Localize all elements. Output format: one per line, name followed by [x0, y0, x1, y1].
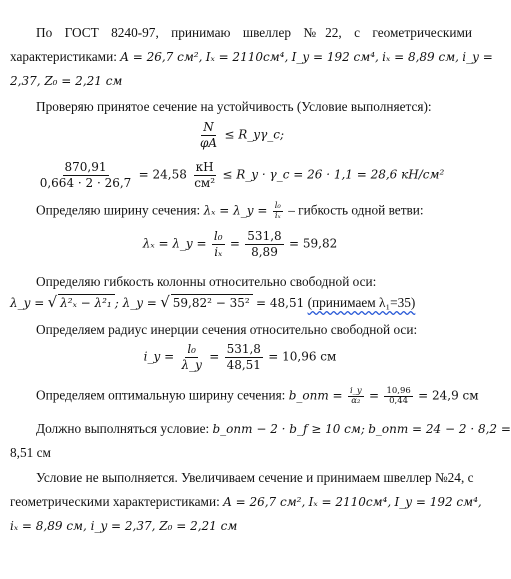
- formula-numerator: N: [203, 120, 214, 134]
- l0-over-ix: [212, 229, 225, 260]
- opt-numerator-1: i_y: [349, 386, 362, 396]
- stress-value: = 24,58: [138, 167, 187, 182]
- condition-label: Должно выполняться условие:: [36, 421, 210, 436]
- flex-formula: [10, 294, 472, 316]
- n-over-phi-a: [198, 120, 219, 151]
- radius-denominator-2: 48,51: [226, 358, 261, 372]
- condition-inequality: b_опт − 2 · b_f ≥ 10 см;: [212, 422, 365, 436]
- flex-heading: Определяю гибкость колонны относительно свободной оси:: [36, 274, 377, 289]
- unit-denominator: см²: [194, 176, 216, 190]
- condition-continuation: 8,51 см: [10, 445, 51, 460]
- para-gost-line-2: [10, 49, 493, 65]
- unit-numerator: кН: [195, 160, 214, 174]
- formula-rhs: ≤ R_yγ_c;: [224, 127, 285, 142]
- inertia-y-value: I_y = 192 см⁴,: [291, 50, 379, 64]
- unit-fraction: [192, 160, 217, 191]
- root-expression-2: 59,82² − 35²: [171, 294, 253, 311]
- value-over-alpha: [384, 387, 412, 406]
- stability-heading: Проверяю принятое сечение на устойчивость (Условие выполняется):: [36, 99, 432, 114]
- length-over-radius: [245, 229, 283, 260]
- radius-numerator-1: l₀: [187, 342, 196, 356]
- fail-characteristics-label: геометрическими характеристиками:: [10, 494, 220, 509]
- radius-numerator-2: 531,8: [226, 342, 261, 356]
- optimal-label: Определяем оптимальную ширину сечения:: [36, 387, 286, 403]
- width-tail: – гибкость одной ветви:: [288, 202, 424, 218]
- stability-calc: [0, 160, 480, 196]
- optimal-line: Определяем оптимальную ширину сечения: b_опт = $\frac{i\_y}{\text{α₂}}$ = $\frac{10,96}{0,44}$ = 24,9 см: [36, 386, 479, 406]
- radius-y-lhs: i_y =: [462, 50, 493, 64]
- lambda-lhs: λₓ = λ_y =: [203, 203, 268, 218]
- lambda-eq-lhs: λₓ = λ_y =: [142, 236, 207, 251]
- fail-inertia-y: I_y = 192 см⁴,: [394, 495, 482, 509]
- fail-radius-values: iₓ = 8,89 см, i_y = 2,37, Z₀ = 2,21 см: [10, 519, 238, 533]
- condition-line: [36, 421, 511, 437]
- fail-line-1: Условие не выполняется. Увеличиваем сечение и принимаем швеллер №24, с: [36, 470, 474, 485]
- opt-numerator-2: 10,96: [386, 386, 411, 396]
- accepted-lambda-note: (принимаем λ₁=35): [307, 295, 416, 310]
- opt-denominator-1: α₂: [351, 396, 361, 406]
- load-denominator: 0,664 · 2 · 26,7: [39, 176, 132, 190]
- width-label: Определяю ширину сечения:: [36, 202, 201, 218]
- radius-denominator-1: λ_y: [181, 358, 202, 372]
- para-gost-line-1: По ГОСТ 8240-97, принимаю швеллер №22, с геометрическими: [36, 25, 472, 40]
- condition-check: b_опт = 24 − 2 · 8,2 =: [368, 422, 511, 436]
- inertia-x-value: Iₓ = 2110см⁴,: [205, 50, 289, 64]
- eq-denominator-2: 8,89: [251, 245, 278, 259]
- lambda-y-mid: ; λ_y =: [114, 296, 157, 310]
- radius-y-and-z0: 2,37, Z₀ = 2,21 см: [10, 74, 123, 88]
- area-value: A = 26,7 см²,: [120, 50, 203, 64]
- eq-numerator-1: l₀: [213, 229, 223, 243]
- radius-x-value: iₓ = 8,89 см,: [382, 50, 459, 64]
- lambda-result: = 59,82: [288, 236, 338, 251]
- b-opt-lhs: b_опт =: [288, 388, 343, 403]
- load-fraction: [38, 160, 134, 191]
- fail-inertia-x: Iₓ = 2110см⁴,: [308, 495, 392, 509]
- radius-formula: i_y = $\frac{\text{l₀}}{\lambda\_y}$ = $\frac{531,8}{48,51}$ = 10,96 см: [143, 342, 337, 372]
- sqrt-icon: √: [160, 293, 170, 311]
- design-resistance: ≤ R_y · γ_c = 26 · 1,1 = 28,6 кН/см²: [222, 167, 445, 182]
- fail-line-2: [10, 494, 482, 510]
- para-gost-line-3: [10, 73, 472, 89]
- iy-lhs: i_y =: [143, 349, 175, 364]
- fail-area-value: A = 26,7 см²,: [223, 495, 306, 509]
- stability-formula: [0, 120, 480, 156]
- eq-numerator-2: 531,8: [247, 229, 282, 243]
- radius-heading: Определяем радиус инерции сечения относительно свободной оси:: [36, 322, 418, 337]
- length-over-lambda: [225, 342, 263, 373]
- l0-over-lambda: [179, 342, 203, 373]
- lambda-y-lhs: λ_y =: [10, 296, 45, 310]
- sqrt-icon: √: [47, 293, 58, 311]
- l0-over-ix-small: [273, 202, 283, 221]
- root-expression-1: λ²ₓ − λ²₁: [58, 294, 115, 311]
- width-heading: [36, 202, 498, 224]
- b-opt-result: = 24,9 см: [418, 388, 479, 403]
- formula-denominator: φA: [199, 136, 218, 150]
- width-formula: λₓ = λ_y = $\frac{\text{l₀}}{\text{iₓ}}$ = $\frac{531,8}{8,89}$ = 59,82: [142, 229, 338, 259]
- opt-denominator-2: 0,44: [389, 396, 409, 406]
- fail-line-3: [10, 518, 472, 534]
- load-numerator: 870,91: [64, 160, 107, 174]
- small-numerator: l₀: [274, 201, 281, 211]
- iy-result: = 10,96 см: [268, 349, 337, 364]
- eq-denominator-1: iₓ: [214, 245, 223, 259]
- iy-over-alpha: [348, 387, 364, 406]
- small-denominator: iₓ: [274, 211, 281, 221]
- label-characteristics: характеристиками:: [10, 49, 117, 64]
- lambda-y-result: = 48,51: [256, 296, 305, 310]
